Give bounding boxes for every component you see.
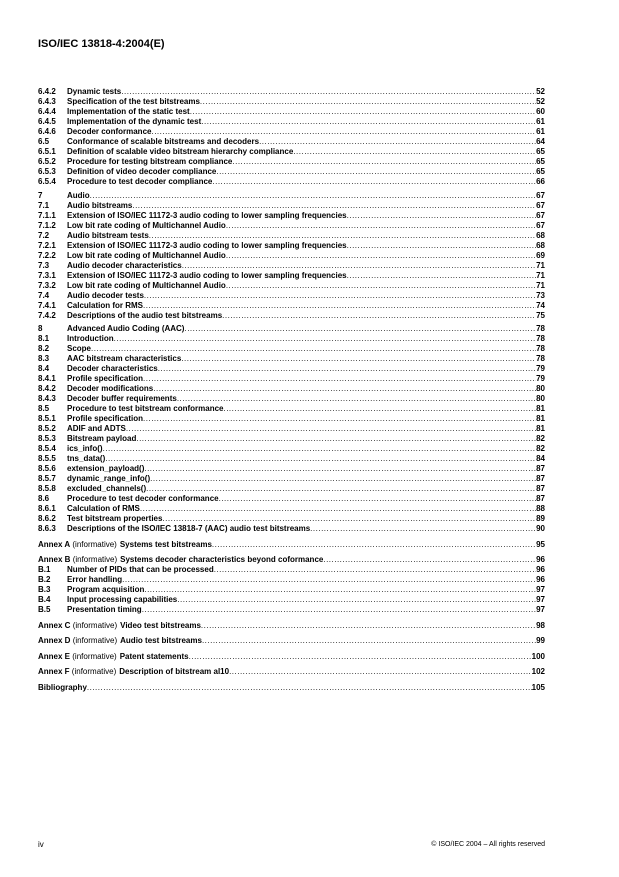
toc-entry-title: excluded_channels() — [67, 484, 147, 493]
toc-entry-number: 8.6 — [38, 494, 50, 503]
toc-entry-number: 6.4.3 — [38, 97, 56, 106]
toc-entry-number: 8.3 — [38, 354, 50, 363]
annex-label: Annex F — [38, 667, 70, 676]
dot-leader — [143, 374, 536, 384]
toc-entry-page: 79 — [536, 374, 545, 383]
dot-leader — [201, 117, 536, 127]
dot-leader — [201, 621, 536, 631]
dot-leader — [189, 652, 532, 662]
toc-entry-page: 97 — [536, 585, 545, 594]
toc-entry-page: 78 — [536, 354, 545, 363]
toc-entry-number: 6.4.2 — [38, 87, 56, 96]
toc-entry[interactable] — [38, 137, 545, 147]
toc-entry[interactable] — [38, 555, 545, 566]
toc-entry-number: 8.5.3 — [38, 434, 56, 443]
toc-entry-page: 61 — [536, 117, 545, 126]
toc-entry[interactable] — [38, 231, 545, 241]
dot-leader — [177, 595, 536, 605]
dot-leader — [143, 301, 536, 311]
annex-informative-tag: (informative) — [72, 539, 117, 549]
toc-entry-page: 61 — [536, 127, 545, 136]
toc-entry[interactable] — [38, 334, 545, 344]
toc-entry-title: Specification of the test bitstreams — [67, 97, 200, 106]
toc-entry-number: 7.4.1 — [38, 300, 56, 310]
toc-entry-title: Conformance of scalable bitstreams and decoders — [67, 137, 260, 146]
toc-entry-title: Error handling — [67, 575, 123, 584]
toc-entry-page: 80 — [536, 394, 545, 403]
toc-entry-page: 67 — [536, 200, 545, 210]
dot-leader — [347, 211, 536, 221]
toc-entry-number: 7.2.2 — [38, 250, 56, 260]
toc-entry-page: 78 — [536, 324, 545, 333]
toc-entry-title: Procedure to test decoder conformance — [67, 494, 219, 503]
toc-entry-title: Patent statements — [119, 651, 189, 661]
toc-entry-number: 8.5.5 — [38, 454, 56, 463]
toc-entry-title: dynamic_range_info() — [67, 474, 151, 483]
toc-entry-page: 79 — [536, 364, 545, 373]
dot-leader — [214, 565, 536, 575]
toc-entry-number: 8.4 — [38, 364, 50, 373]
toc-entry[interactable] — [38, 595, 545, 605]
toc-entry-page: 87 — [536, 474, 545, 483]
toc-entry[interactable] — [38, 575, 545, 585]
toc-entry-page: 71 — [536, 280, 545, 290]
toc-entry[interactable] — [38, 605, 545, 615]
toc-entry-number: 8.4.3 — [38, 394, 56, 403]
toc-entry-number: 7.3.1 — [38, 270, 56, 280]
toc-entry-page: 82 — [536, 444, 545, 453]
toc-entry-number: 6.5.1 — [38, 147, 56, 156]
toc-entry[interactable] — [38, 364, 545, 374]
dot-leader — [122, 575, 536, 585]
toc-entry[interactable] — [38, 221, 545, 231]
toc-entry[interactable] — [38, 311, 545, 321]
toc-entry-title: Audio bitstream tests — [67, 230, 149, 240]
toc-entry-title: Low bit rate coding of Multichannel Audio — [67, 280, 226, 290]
dot-leader — [158, 364, 536, 374]
dot-leader — [226, 221, 536, 231]
toc-entry-title: Dynamic tests — [67, 87, 122, 96]
toc-entry-number: B.2 — [38, 575, 51, 584]
toc-entry-title: ADIF and ADTS — [67, 424, 126, 433]
toc-entry-page: 98 — [536, 620, 545, 630]
toc-entry-number: 7.3 — [38, 260, 50, 270]
toc-entry[interactable] — [38, 514, 545, 524]
dot-leader — [181, 354, 536, 364]
toc-entry-title: Audio decoder tests — [67, 290, 144, 300]
toc-entry-number: 7.1.1 — [38, 210, 56, 220]
dot-leader — [136, 434, 536, 444]
toc-entry-page: 87 — [536, 464, 545, 473]
toc-entry-number: B.1 — [38, 565, 51, 574]
toc-entry-page: 82 — [536, 434, 545, 443]
toc-entry-title: Definition of video decoder compliance — [67, 167, 217, 176]
dot-leader — [142, 605, 536, 615]
toc-entry[interactable] — [38, 261, 545, 271]
toc-entry-number: 6.5.4 — [38, 177, 56, 186]
toc-entry-number: 8.6.3 — [38, 524, 56, 533]
toc-entry[interactable] — [38, 565, 545, 575]
toc-entry-page: 71 — [536, 270, 545, 280]
toc-entry-title: Procedure for testing bitstream compliance — [67, 157, 233, 166]
dot-leader — [259, 137, 536, 147]
toc-entry-number: 7.1 — [38, 200, 50, 210]
dot-leader — [190, 107, 536, 117]
toc-entry-title: Descriptions of the ISO/IEC 13818-7 (AAC) audio test bitstreams — [67, 524, 311, 533]
dot-leader — [144, 464, 536, 474]
dot-leader — [144, 585, 536, 595]
toc-entry-title: Number of PIDs that can be processed — [67, 565, 214, 574]
toc-entry-title: Audio bitstreams — [67, 200, 133, 210]
toc-entry[interactable] — [38, 504, 545, 514]
toc-entry-title: Definition of scalable video bitstream hierarchy compliance — [67, 147, 294, 156]
toc-entry-page: 96 — [536, 555, 545, 564]
toc-entry-page: 84 — [536, 454, 545, 463]
toc-entry[interactable] — [38, 484, 545, 494]
toc-entry-title: Bitstream payload — [67, 434, 137, 443]
toc-entry-page: 65 — [536, 157, 545, 166]
toc-entry-number: B.5 — [38, 605, 51, 614]
toc-entry[interactable] — [38, 539, 545, 550]
toc-entry-number: 6.4.6 — [38, 127, 56, 136]
dot-leader — [151, 127, 536, 137]
toc-entry[interactable] — [38, 241, 545, 251]
dot-leader — [310, 524, 536, 534]
toc-entry-number: 8.2 — [38, 344, 50, 353]
toc-entry-number: 8 — [38, 324, 43, 333]
toc-entry-page: 97 — [536, 595, 545, 604]
toc-entry[interactable] — [38, 324, 545, 334]
dot-leader — [162, 514, 536, 524]
toc-entry[interactable] — [38, 177, 545, 187]
toc-entry-page: 74 — [536, 300, 545, 310]
toc-entry[interactable] — [38, 464, 545, 474]
toc-entry-page: 96 — [536, 575, 545, 584]
toc-entry-title: Decoder characteristics — [67, 364, 158, 373]
toc-entry-page: 96 — [536, 565, 545, 574]
toc-entry-title: Implementation of the dynamic test — [67, 117, 202, 126]
dot-leader — [347, 241, 536, 251]
toc-entry-number: B.3 — [38, 585, 51, 594]
dot-leader — [105, 454, 536, 464]
dot-leader — [226, 281, 536, 291]
toc-entry-page: 102 — [531, 667, 545, 676]
toc-entry[interactable] — [38, 651, 545, 662]
toc-entry-page: 64 — [536, 137, 545, 146]
toc-entry-number: 8.5 — [38, 404, 50, 413]
dot-leader — [232, 157, 536, 167]
annex-informative-tag: (informative) — [72, 620, 118, 630]
toc-entry-page: 68 — [536, 240, 545, 250]
annex-informative-tag: (informative) — [72, 555, 118, 564]
toc-entry[interactable] — [38, 344, 545, 354]
toc-entry-number: 6.5.3 — [38, 167, 56, 176]
dot-leader — [91, 344, 536, 354]
toc-entry-page: 80 — [536, 384, 545, 393]
toc-entry-number: 8.5.8 — [38, 484, 56, 493]
toc-entry-title: Calculation for RMS — [67, 300, 144, 310]
toc-entry-number: 6.4.5 — [38, 117, 56, 126]
toc-entry-page: 69 — [536, 250, 545, 260]
toc-entry-page: 89 — [536, 514, 545, 523]
toc-entry-title: Extension of ISO/IEC 11172-3 audio coding to lower sampling frequencies — [67, 240, 347, 250]
toc-entry[interactable] — [38, 251, 545, 261]
toc-entry-title: Profile specification — [67, 374, 144, 383]
toc-entry-number: 8.5.6 — [38, 464, 56, 473]
toc-entry-number: 8.5.2 — [38, 424, 56, 433]
toc-entry-page: 65 — [536, 167, 545, 176]
toc-entry-title: Scope — [67, 344, 92, 353]
toc-entry-title: Profile specification — [67, 414, 144, 423]
toc-entry-number: 7.4 — [38, 290, 50, 300]
toc-entry-page: 88 — [536, 504, 545, 513]
dot-leader — [323, 555, 536, 565]
dot-leader — [114, 334, 536, 344]
toc-entry[interactable] — [38, 127, 545, 137]
toc-entry-title: Decoder buffer requirements — [67, 394, 177, 403]
dot-leader — [132, 201, 536, 211]
toc-entry-title: Systems decoder characteristics beyond coformance — [120, 555, 324, 564]
dot-leader — [103, 444, 537, 454]
annex-label: Annex C — [38, 620, 71, 630]
toc-entry-title: Presentation timing — [67, 605, 142, 614]
toc-entry-page: 67 — [536, 190, 545, 200]
toc-entry-title: ics_info() — [67, 444, 103, 453]
dot-leader — [226, 251, 536, 261]
toc-entry-number: 7.2.1 — [38, 240, 56, 250]
toc-entry[interactable] — [38, 291, 545, 301]
toc-entry[interactable] — [38, 682, 545, 693]
toc-entry-page: 100 — [531, 651, 545, 661]
toc-entry-title: Video test bitstreams — [120, 620, 201, 630]
toc-entry-number: 7.3.2 — [38, 280, 56, 290]
toc-entry-number: 7.1.2 — [38, 220, 56, 230]
toc-entry-title: Implementation of the static test — [67, 107, 190, 116]
toc-entry[interactable] — [38, 354, 545, 364]
toc-entry[interactable] — [38, 444, 545, 454]
toc-entry-title: Audio — [67, 190, 90, 200]
toc-entry-title: Systems test bitstreams — [119, 539, 212, 549]
toc-entry-number: 8.5.1 — [38, 414, 56, 423]
toc-entry-title: Decoder modifications — [67, 384, 154, 393]
annex-informative-tag: (informative) — [71, 667, 117, 676]
toc-entry-number: 8.4.2 — [38, 384, 56, 393]
toc-entry-page: 52 — [536, 97, 545, 106]
table-of-contents — [38, 87, 545, 693]
dot-leader — [121, 87, 536, 97]
dot-leader — [149, 231, 536, 241]
toc-entry[interactable] — [38, 454, 545, 464]
dot-leader — [143, 414, 536, 424]
dot-leader — [202, 636, 536, 646]
annex-label: Annex B — [38, 555, 71, 564]
toc-entry-number: 7 — [38, 190, 43, 200]
toc-entry[interactable] — [38, 301, 545, 311]
toc-entry-number: 7.4.2 — [38, 310, 56, 320]
toc-entry-title: tns_data() — [67, 454, 106, 463]
toc-entry[interactable] — [38, 107, 545, 117]
toc-entry-title: Introduction — [67, 334, 114, 343]
dot-leader — [184, 324, 536, 334]
toc-entry[interactable] — [38, 191, 545, 201]
toc-entry[interactable] — [38, 636, 545, 647]
toc-entry[interactable] — [38, 424, 545, 434]
toc-entry[interactable] — [38, 211, 545, 221]
toc-entry[interactable] — [38, 494, 545, 504]
toc-entry-page: 65 — [536, 147, 545, 156]
toc-entry-page: 52 — [536, 87, 545, 96]
toc-entry-title: Decoder conformance — [67, 127, 152, 136]
annex-label: Annex E — [38, 651, 71, 661]
toc-entry[interactable] — [38, 147, 545, 157]
toc-entry-page: 81 — [536, 424, 545, 433]
page-number: iv — [38, 840, 44, 849]
toc-entry-title: Low bit rate coding of Multichannel Audio — [67, 220, 226, 230]
toc-entry-number: 6.5 — [38, 137, 50, 146]
dot-leader — [293, 147, 536, 157]
toc-entry-page: 81 — [536, 414, 545, 423]
toc-entry[interactable] — [38, 87, 545, 97]
toc-entry[interactable] — [38, 201, 545, 211]
toc-entry-title: Extension of ISO/IEC 11172-3 audio coding to lower sampling frequencies — [67, 270, 347, 280]
toc-entry[interactable] — [38, 585, 545, 595]
toc-entry[interactable] — [38, 384, 545, 394]
dot-leader — [153, 384, 536, 394]
toc-entry-page: 60 — [536, 107, 545, 116]
toc-entry-page: 87 — [536, 494, 545, 503]
dot-leader — [87, 683, 532, 693]
toc-entry-page: 66 — [536, 177, 545, 186]
dot-leader — [177, 394, 536, 404]
toc-entry[interactable] — [38, 620, 545, 631]
toc-entry-page: 99 — [536, 636, 545, 645]
toc-entry-page: 73 — [536, 290, 545, 300]
toc-entry[interactable] — [38, 524, 545, 534]
toc-entry-title: Advanced Audio Coding (AAC) — [67, 324, 185, 333]
toc-entry[interactable] — [38, 414, 545, 424]
toc-entry-number: 8.6.1 — [38, 504, 56, 513]
toc-entry-title: Descriptions of the audio test bitstreams — [67, 310, 223, 320]
dot-leader — [182, 261, 536, 271]
toc-entry-page: 78 — [536, 344, 545, 353]
annex-informative-tag: (informative) — [72, 651, 117, 661]
toc-entry-page: 81 — [536, 404, 545, 413]
dot-leader — [150, 474, 536, 484]
dot-leader — [200, 97, 536, 107]
toc-entry-page: 67 — [536, 220, 545, 230]
toc-entry[interactable] — [38, 374, 545, 384]
toc-entry[interactable] — [38, 97, 545, 107]
annex-informative-tag: (informative) — [72, 636, 118, 645]
toc-entry-title: Audio test bitstreams — [120, 636, 202, 645]
toc-entry-page: 68 — [536, 230, 545, 240]
toc-entry-title: Bibliography — [38, 682, 87, 692]
toc-entry-page: 90 — [536, 524, 545, 533]
toc-entry-page: 75 — [536, 310, 545, 320]
toc-entry-title: Audio decoder characteristics — [67, 260, 182, 270]
toc-entry-page: 78 — [536, 334, 545, 343]
toc-entry-number: 7.2 — [38, 230, 50, 240]
toc-entry-title: Description of bitstream al10 — [119, 667, 230, 676]
toc-entry[interactable] — [38, 404, 545, 414]
toc-entry-title: AAC bitstream characteristics — [67, 354, 182, 363]
toc-entry-page: 67 — [536, 210, 545, 220]
dot-leader — [146, 484, 536, 494]
toc-entry-page: 95 — [536, 539, 545, 549]
toc-entry-number: 8.6.2 — [38, 514, 56, 523]
toc-entry-number: 8.1 — [38, 334, 50, 343]
dot-leader — [219, 494, 537, 504]
toc-entry-number: 8.5.7 — [38, 474, 56, 483]
toc-entry[interactable] — [38, 157, 545, 167]
toc-entry[interactable] — [38, 117, 545, 127]
toc-entry-title: Program acquisition — [67, 585, 145, 594]
document-header: ISO/IEC 13818-4:2004(E) — [38, 38, 165, 50]
toc-entry-title: Procedure to test decoder compliance — [67, 177, 213, 186]
toc-entry-title: Low bit rate coding of Multichannel Audio — [67, 250, 226, 260]
toc-entry[interactable] — [38, 271, 545, 281]
dot-leader — [212, 177, 536, 187]
toc-entry-title: Input processing capabilities — [67, 595, 178, 604]
dot-leader — [229, 667, 532, 677]
toc-entry-page: 97 — [536, 605, 545, 614]
toc-entry[interactable] — [38, 434, 545, 444]
dot-leader — [223, 404, 536, 414]
toc-entry[interactable] — [38, 394, 545, 404]
toc-entry-page: 105 — [531, 682, 545, 692]
toc-entry[interactable] — [38, 167, 545, 177]
dot-leader — [212, 540, 536, 550]
toc-entry-page: 71 — [536, 260, 545, 270]
dot-leader — [347, 271, 536, 281]
annex-label: Annex D — [38, 636, 71, 645]
toc-entry-number: 6.4.4 — [38, 107, 56, 116]
dot-leader — [90, 191, 536, 201]
dot-leader — [126, 424, 536, 434]
dot-leader — [140, 504, 536, 514]
dot-leader — [222, 311, 536, 321]
toc-entry-number: 6.5.2 — [38, 157, 56, 166]
copyright-notice: © ISO/IEC 2004 – All rights reserved — [431, 841, 545, 848]
toc-entry-page: 87 — [536, 484, 545, 493]
toc-entry[interactable] — [38, 281, 545, 291]
toc-entry-title: Extension of ISO/IEC 11172-3 audio coding to lower sampling frequencies — [67, 210, 347, 220]
toc-entry-number: B.4 — [38, 595, 51, 604]
toc-entry[interactable] — [38, 474, 545, 484]
dot-leader — [216, 167, 536, 177]
toc-entry[interactable] — [38, 667, 545, 678]
toc-entry-title: Procedure to test bitstream conformance — [67, 404, 224, 413]
toc-entry-title: extension_payload() — [67, 464, 145, 473]
toc-entry-title: Calculation of RMS — [67, 504, 140, 513]
toc-entry-number: 8.5.4 — [38, 444, 56, 453]
toc-entry-title: Test bitstream properties — [67, 514, 163, 523]
annex-label: Annex A — [38, 539, 71, 549]
toc-entry-number: 8.4.1 — [38, 374, 56, 383]
dot-leader — [144, 291, 536, 301]
